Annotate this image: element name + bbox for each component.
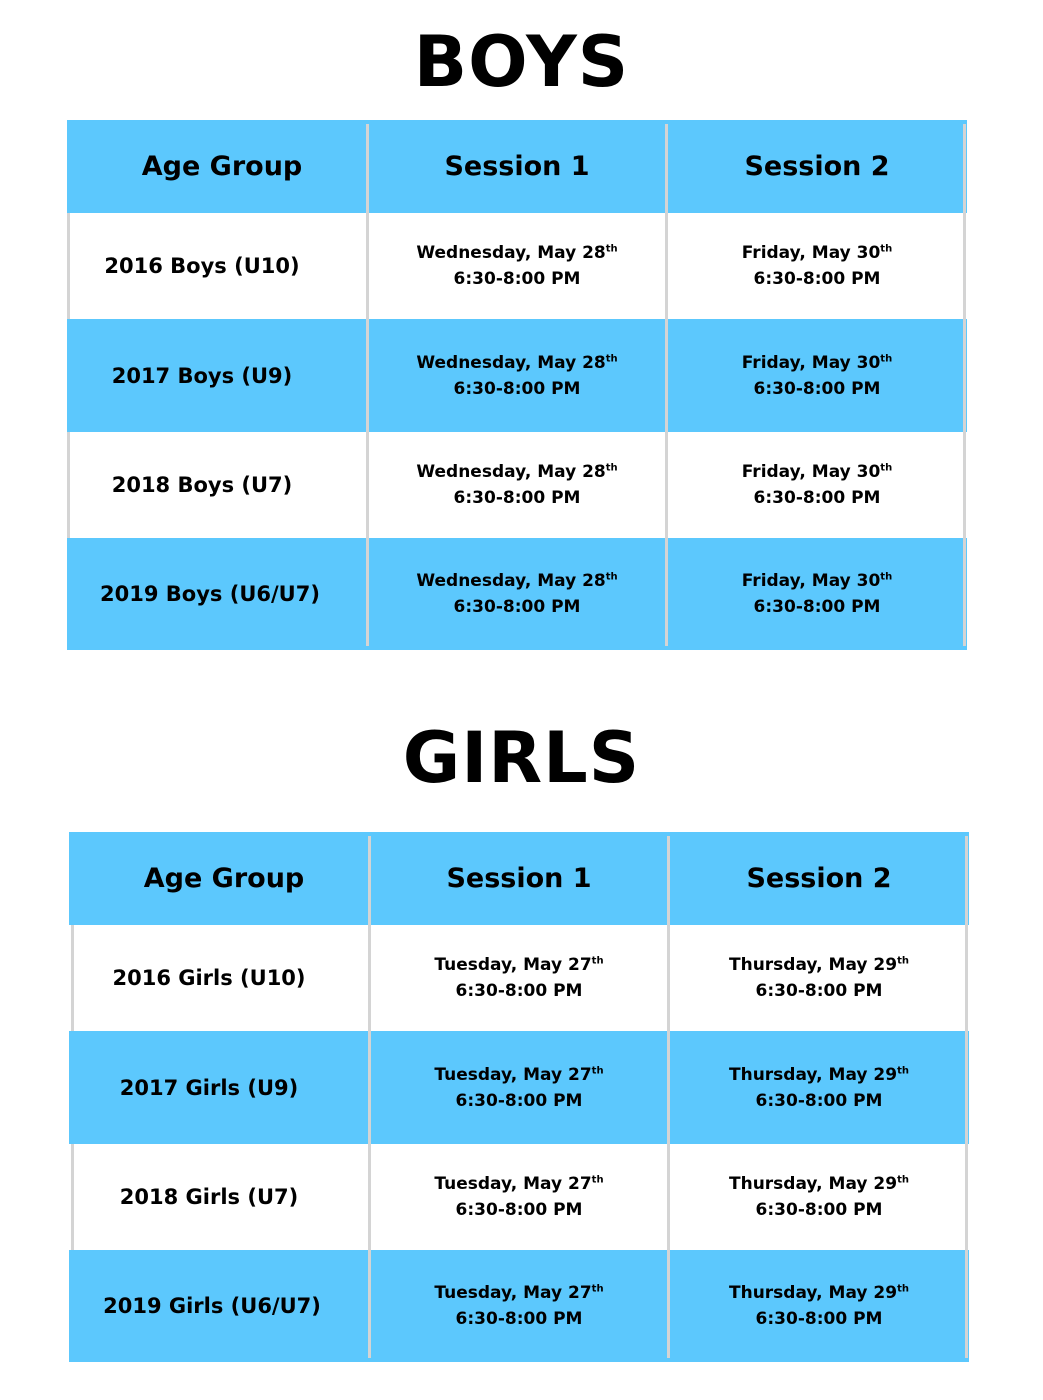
ordinal-suffix: th [605,571,618,583]
table-row [67,319,967,432]
session-2-time: 6:30-8:00 PM [755,1200,883,1220]
column-divider [665,124,668,646]
ordinal-suffix: th [591,1283,604,1295]
session-2-time: 6:30-8:00 PM [753,269,881,289]
table-row [69,1250,969,1362]
session-1-day: Wednesday, May 28 [416,352,606,373]
ordinal-suffix: th [591,1064,604,1076]
session-1-day: Tuesday, May 27 [434,1283,592,1303]
header-age-group: Age Group [141,151,303,182]
session-2-day: Thursday, May 29 [729,1064,898,1085]
age-group-label: 2017 Girls (U9) [119,1075,299,1100]
ordinal-suffix: th [880,571,893,583]
ordinal-suffix: th [605,352,618,364]
table-border [71,1144,74,1250]
header-session-1: Session 1 [444,151,590,182]
header-session-2: Session 2 [744,151,890,182]
ordinal-suffix: th [897,1283,909,1295]
table-row [67,213,967,319]
ordinal-suffix: th [897,1174,909,1186]
column-divider [963,124,966,646]
session-2-day: Thursday, May 29 [729,955,898,975]
session-2-time: 6:30-8:00 PM [753,378,881,399]
session-1-day: Wednesday, May 28 [416,571,606,591]
girls-title: GIRLS [402,717,641,799]
table-row [67,432,967,538]
session-1-time: 6:30-8:00 PM [455,981,583,1001]
session-1-time: 6:30-8:00 PM [453,597,581,617]
age-group-label: 2019 Boys (U6/U7) [100,582,320,606]
table-border [71,925,74,1031]
ordinal-suffix: th [880,243,893,255]
table-border [67,213,70,319]
column-divider [368,836,371,1358]
session-2-time: 6:30-8:00 PM [755,1090,883,1111]
ordinal-suffix: th [880,352,893,364]
ordinal-suffix: th [605,462,618,474]
session-1-time: 6:30-8:00 PM [453,488,581,508]
session-1-day: Tuesday, May 27 [434,955,592,975]
session-1-time: 6:30-8:00 PM [453,378,581,399]
table-row [69,1144,969,1250]
session-1-time: 6:30-8:00 PM [455,1200,583,1220]
session-1-time: 6:30-8:00 PM [455,1309,583,1329]
session-2-day: Thursday, May 29 [729,1174,898,1194]
table-row [69,925,969,1031]
session-2-time: 6:30-8:00 PM [755,981,883,1001]
session-1-time: 6:30-8:00 PM [455,1090,583,1111]
session-1-time: 6:30-8:00 PM [453,269,581,289]
session-2-day: Friday, May 30 [741,352,881,373]
session-2-time: 6:30-8:00 PM [753,488,881,508]
boys-header-row [67,120,967,213]
ordinal-suffix: th [605,243,618,255]
session-1-day: Tuesday, May 27 [434,1174,592,1194]
girls-table [69,832,969,1362]
header-session-2: Session 2 [746,863,892,894]
ordinal-suffix: th [591,1174,604,1186]
table-border [67,432,70,538]
girls-header-row [69,832,969,925]
age-group-label: 2018 Girls (U7) [119,1185,299,1209]
session-2-day: Friday, May 30 [741,243,881,263]
session-1-day: Wednesday, May 28 [416,462,606,482]
session-1-day: Wednesday, May 28 [416,243,606,263]
age-group-label: 2016 Girls (U10) [112,966,306,990]
column-divider [366,124,369,646]
session-2-day: Friday, May 30 [741,571,881,591]
age-group-label: 2016 Boys (U10) [104,254,300,278]
table-row [67,538,967,650]
age-group-label: 2018 Boys (U7) [111,473,293,497]
session-2-time: 6:30-8:00 PM [755,1309,883,1329]
boys-title: BOYS [413,21,630,103]
table-row [69,1031,969,1144]
ordinal-suffix: th [591,955,604,967]
header-session-1: Session 1 [446,863,592,894]
session-2-day: Thursday, May 29 [729,1283,898,1303]
ordinal-suffix: th [897,955,909,967]
header-age-group: Age Group [143,863,305,894]
age-group-label: 2017 Boys (U9) [111,363,293,388]
age-group-label: 2019 Girls (U6/U7) [103,1294,321,1318]
session-1-day: Tuesday, May 27 [434,1064,592,1085]
column-divider [667,836,670,1358]
boys-table [67,120,967,650]
ordinal-suffix: th [897,1064,909,1076]
column-divider [965,836,968,1358]
session-2-day: Friday, May 30 [741,462,881,482]
session-2-time: 6:30-8:00 PM [753,597,881,617]
ordinal-suffix: th [880,462,893,474]
